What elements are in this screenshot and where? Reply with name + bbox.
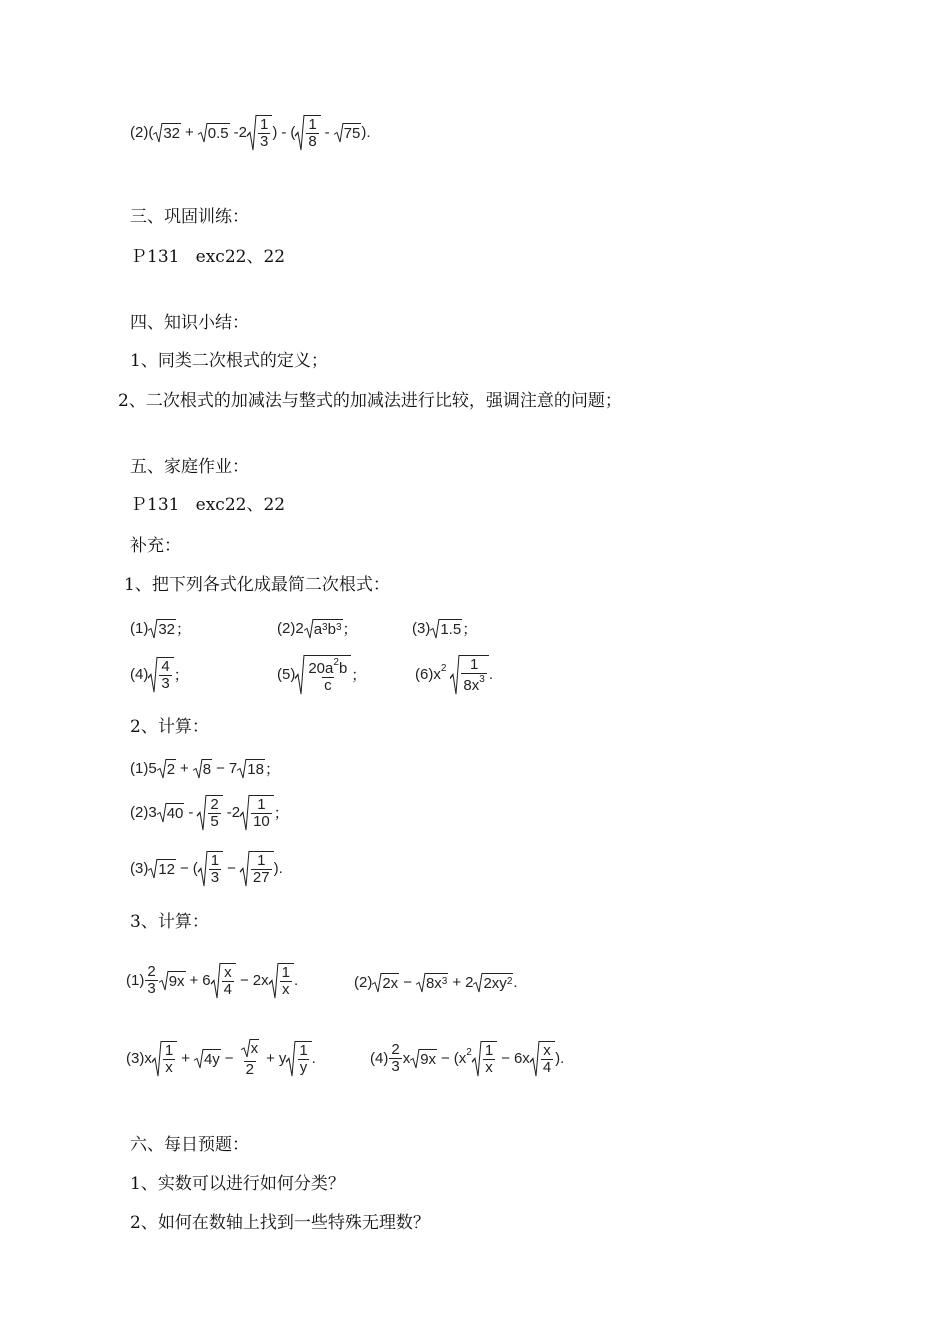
q3-title: 3、计算： [130, 912, 209, 932]
homework-ref: Ｐ131 exc22、22 [130, 495, 286, 515]
consolidate-title: 三、巩固训练： [130, 207, 249, 227]
homework-title: 五、家庭作业： [130, 457, 249, 477]
q3-part-4: (4) $\frac{2}{3}$ x 9x − ($x^2$ $\frac{1}{x}$ − 6x $\frac{x}{4}$ ). [370, 1040, 565, 1076]
q1-part-5: (5) $\frac{20a^2b}{c}$ ； [277, 656, 367, 694]
q1-part-3: (3) 1.5 ； [412, 619, 478, 638]
q1-title: 1、把下列各式化成最简二次根式： [124, 575, 390, 595]
consolidate-ref: Ｐ131 exc22、22 [130, 247, 286, 267]
q1-part-2: (2)2 a $^3$ b $^3$ ； [277, 619, 358, 638]
daily-title: 六、每日预题： [130, 1135, 249, 1155]
summary-item-2: 2、二次根式的加减法与整式的加减法进行比较，强调注意的问题； [118, 391, 622, 411]
q1-part-1: (1) 32 ； [130, 619, 192, 638]
q3-part-1: (1) $\frac{2}{3}$ 9x + 6 $\frac{x}{4}$ − 2x $\frac{1}{x}$ . [126, 962, 299, 998]
q2-part-1: (1)5 2 + 8 − 7 18 ； [130, 759, 280, 778]
q1-part-6: $(6)x^2$ $\frac{1}{8x^3}$ . [415, 655, 493, 694]
top-problem: (2)( 32 + 0.5 - 2 $\frac{1}{3}$ ) - ( $\frac{1}{8}$ - 75 ). [130, 115, 371, 150]
daily-item-2: 2、如何在数轴上找到一些特殊无理数？ [130, 1213, 430, 1233]
q1-part-4: (4) $\frac{4}{3}$ ； [130, 657, 189, 692]
q2-title: 2、计算： [130, 717, 209, 737]
summary-item-1: 1、同类二次根式的定义； [130, 351, 328, 371]
summary-title: 四、知识小结： [130, 313, 249, 333]
q2-part-2: (2)3 40 - $\frac{2}{5}$ - 2 $\frac{1}{10}$ ； [130, 795, 289, 830]
daily-item-1: 1、实数可以进行如何分类？ [130, 1174, 345, 1194]
q3-part-2: (2) 2x − 8x $^3$ + 2 2xy $^2$ . [354, 973, 518, 992]
q2-part-3: (3) 12 − ( $\frac{1}{3}$ − $\frac{1}{27}$ ). [130, 851, 283, 886]
supplement-title: 补充： [130, 536, 181, 556]
q3-part-3: (3)x $\frac{1}{x}$ + 4y − $\frac{x}{2}$ + y $\frac{1}{y}$ . [126, 1039, 316, 1078]
